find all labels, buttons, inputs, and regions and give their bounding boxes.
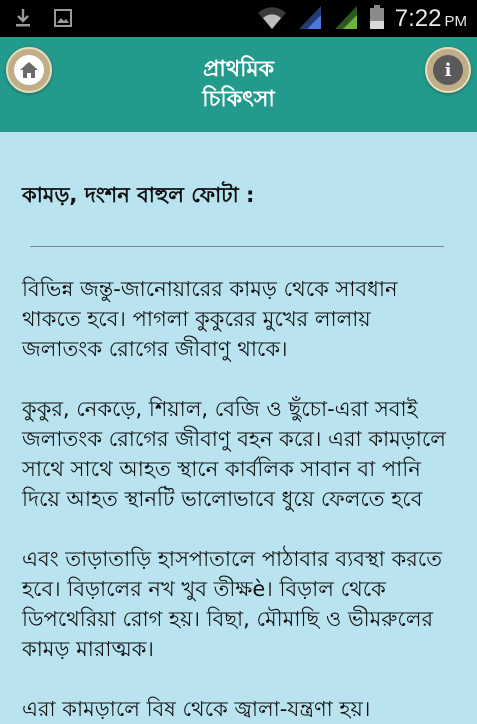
page-title bbox=[0, 55, 477, 115]
paragraph-3: এবং তাড়াতাড়ি হাসপাতালে পাঠাবার ব্যবস্থা করতে হবে। বিড়ালের নখ খুব তীক্ষè। বিড়াল থেকে ডিপথেরিয়া রোগ হয়। বিছা, মৌমাছি ও ভীমরুলের কামড় মারাত্মক। bbox=[22, 547, 443, 661]
info-icon: i bbox=[433, 55, 463, 85]
status-bar bbox=[0, 0, 477, 37]
article-heading: কামড়, দংশন বাহুল ফোটা : bbox=[22, 183, 255, 207]
signal-icon bbox=[297, 4, 323, 34]
wifi-icon bbox=[257, 4, 287, 34]
paragraph-2: কুকুর, নেকড়ে, শিয়াল, বেজি ও ছুঁচো-এরা সবাই জলাতংক রোগের জীবাণু বহন করে। এরা কামড়ালে সাথে সাথে আহত স্থানে কার্বলিক সাবান বা পানি দিয়ে আহত স্থানটি ভালোভাবে ধুয়ে ফেলতে হবে bbox=[22, 397, 446, 511]
image-icon bbox=[54, 9, 72, 31]
notification-icons bbox=[14, 8, 72, 32]
article-content bbox=[22, 132, 452, 724]
signal-icon bbox=[333, 4, 359, 34]
clock-ampm: PM bbox=[444, 13, 467, 30]
title-line-2: চিকিৎসা bbox=[202, 87, 275, 112]
system-indicators bbox=[257, 4, 467, 34]
paragraph-1: বিভিন্ন জন্তু-জানোয়ারের কামড় থেকে সাবধান থাকতে হবে। পাগলা কুকুরের মুখের লালায় জলাতংক রোগের জীবাণু থাকে। bbox=[22, 277, 398, 361]
divider bbox=[30, 246, 444, 247]
download-icon bbox=[14, 8, 32, 32]
paragraph-4: এরা কামড়ালে বিষ থেকে জ্বালা-যন্ত্রণা হয়। bbox=[22, 697, 371, 721]
app-bar bbox=[0, 37, 477, 132]
title-line-1: প্রাথমিক bbox=[203, 57, 274, 82]
clock-time: 7:22 bbox=[394, 5, 442, 32]
clock bbox=[395, 5, 467, 33]
battery-icon bbox=[369, 4, 385, 34]
info-button[interactable] bbox=[425, 47, 471, 93]
